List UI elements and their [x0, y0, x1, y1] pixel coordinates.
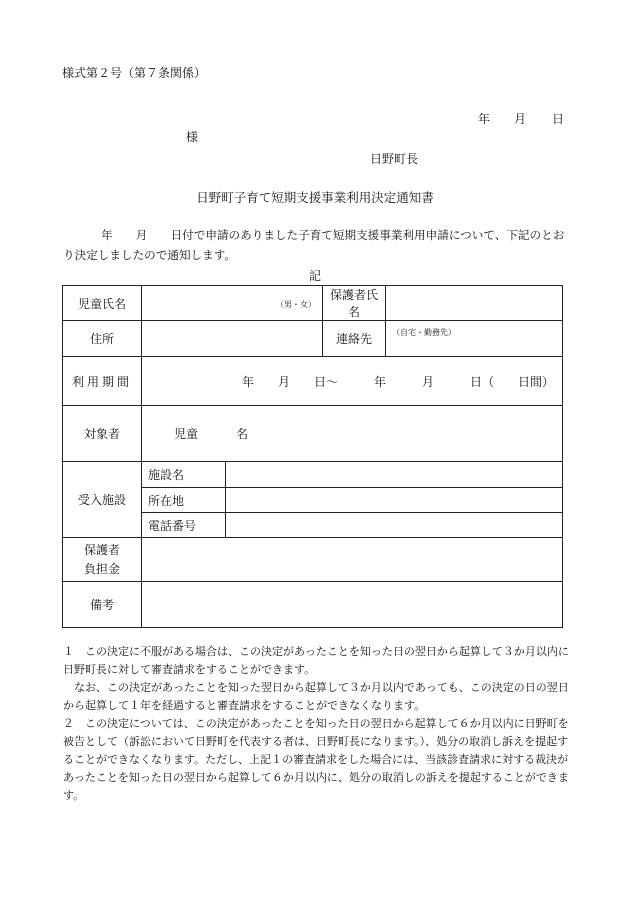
guardian-burden-label: 保護者 負担金	[63, 538, 142, 582]
period-label: 利用期間	[63, 357, 142, 406]
contact-label: 連絡先	[323, 321, 386, 357]
target-child: 児童	[174, 427, 199, 441]
guardian-name-label: 保護者氏名	[323, 286, 386, 321]
target-cell[interactable]	[142, 406, 563, 462]
target-count-unit: 名	[236, 427, 249, 441]
date-month: 月	[514, 112, 527, 126]
facility-name-label: 施設名	[142, 462, 226, 488]
note-1: １ この決定に不服がある場合は、この決定があったことを知った日の翌日から起算して３か月以内に日野町長に対して審査請求をすることができます。	[63, 645, 569, 676]
facility-address-cell[interactable]	[226, 488, 563, 513]
guardian-name-cell[interactable]	[386, 286, 563, 321]
facility-phone-label: 電話番号	[142, 513, 226, 538]
notes	[63, 643, 571, 805]
body-paragraph: 年 月 日付で申請のありました子育て短期支援事業利用申請について、下記のとおり決定しましたので通知します。	[63, 228, 565, 262]
contact-cell[interactable]	[386, 321, 563, 357]
guardian-burden-cell[interactable]	[142, 538, 563, 582]
addressee-suffix: 様	[186, 130, 199, 144]
target-label: 対象者	[63, 406, 142, 462]
address-cell[interactable]	[142, 321, 323, 357]
note-1b: なお、この決定があったことを知った翌日から起算して３か月以内であっても、この決定の日の翌日から起算して１年を経過すると審査請求をすることができなくなります。	[63, 681, 569, 712]
form-number: 様式第２号（第７条関係）	[62, 66, 207, 80]
note-2: ２ この決定については、この決定があったことを知った日の翌日から起算して６か月以内に日野町を被告として（訴訟において日野町を代表する者は、日野町長になります。）、処分の取消し訴えを提起することができなくなります。ただし、上記１の審査請求をした場合には、当該診査請求に対する裁決があったことを知った日の翌日から起算して６か月以内に、処分の取消しの訴えを提起することができます。	[63, 717, 569, 802]
issue-date	[478, 110, 564, 127]
address-label: 住所	[63, 321, 142, 357]
contact-note: （自宅・勤務先）	[392, 328, 456, 337]
date-year: 年	[478, 112, 491, 126]
facility-address-label: 所在地	[142, 488, 226, 513]
ki-heading: 記	[308, 269, 321, 283]
remarks-cell[interactable]	[142, 582, 563, 628]
gender-note: （男・女）	[276, 300, 316, 309]
document-title: 日野町子育て短期支援事業利用決定通知書	[196, 190, 434, 205]
period-value[interactable]: 年 月 日〜 年 月 日（ 日間）	[142, 357, 563, 406]
decision-table	[62, 285, 563, 628]
facility-label: 受入施設	[63, 462, 142, 538]
remarks-label: 備考	[63, 582, 142, 628]
facility-phone-cell[interactable]	[226, 513, 563, 538]
facility-name-cell[interactable]	[226, 462, 563, 488]
child-name-cell[interactable]	[142, 286, 323, 321]
issuer: 日野町長	[370, 152, 419, 166]
date-day: 日	[552, 112, 565, 126]
child-name-label: 児童氏名	[63, 286, 142, 321]
